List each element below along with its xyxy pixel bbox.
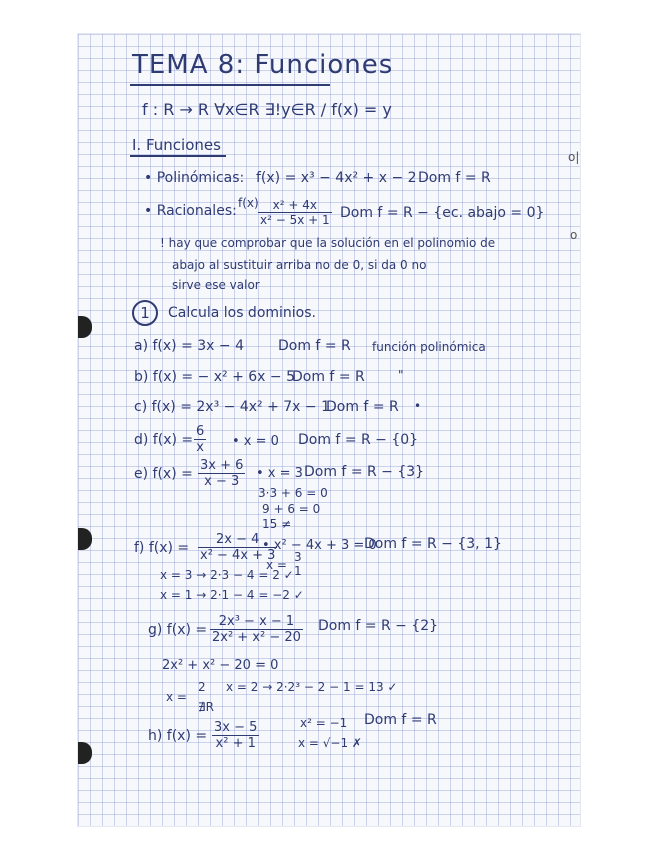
- item-e-numerator: 3x + 6: [200, 458, 244, 473]
- item-e-work: 9 + 6 = 0: [262, 502, 321, 516]
- item-e-condition: • x = 3: [256, 466, 303, 481]
- item-f-roots-label: x =: [266, 558, 287, 572]
- item-f-condition: • x² − 4x + 3 = 0: [262, 538, 377, 553]
- title-underline: [130, 84, 330, 86]
- item-g-equation: 2x² + x² − 20 = 0: [162, 658, 279, 673]
- item-f-check: x = 1 → 2·1 − 4 = −2 ✓: [160, 588, 304, 602]
- section-heading: I. Funciones: [132, 136, 221, 154]
- item-c-domain: Dom f = R: [326, 399, 399, 415]
- item-d-fraction: [194, 424, 206, 455]
- item-h-label: h) f(x) =: [148, 728, 208, 744]
- item-h-fraction: [212, 720, 259, 751]
- function-definition: f : R → R ∀x∈R ∃!y∈R / f(x) = y: [142, 100, 392, 119]
- item-d-label: d) f(x) =: [134, 432, 194, 448]
- item-f-check: x = 3 → 2·3 − 4 = 2 ✓: [160, 568, 294, 582]
- margin-mark: o|: [568, 150, 580, 164]
- racionales-numerator: x² + 4x: [258, 198, 332, 213]
- item-f-label: f) f(x) =: [134, 540, 190, 556]
- item-f-root: 3: [294, 550, 302, 564]
- item-a-domain: Dom f = R: [278, 338, 351, 354]
- item-c-note: •: [414, 399, 422, 413]
- item-g-domain: Dom f = R − {2}: [318, 618, 439, 634]
- exercise-number: 1: [132, 300, 158, 326]
- item-f-denominator: x² − 4x + 3: [200, 548, 276, 563]
- item-h-work: x = √−1 ✗: [298, 736, 362, 750]
- note-line: ! hay que comprobar que la solución en el polinomio de: [160, 236, 496, 250]
- polinomicas-expression: f(x) = x³ − 4x² + x − 2: [256, 170, 417, 186]
- polinomicas-label: • Polinómicas:: [144, 170, 245, 186]
- item-f-root: 1: [294, 564, 302, 578]
- page-title: TEMA 8: Funciones: [132, 50, 394, 80]
- item-b-note: ": [398, 368, 404, 382]
- item-a-expression: a) f(x) = 3x − 4: [134, 338, 244, 354]
- item-g-label: g) f(x) =: [148, 622, 208, 638]
- item-g-fraction: [210, 614, 303, 645]
- item-h-domain: Dom f = R: [364, 712, 437, 728]
- item-f-numerator: 2x − 4: [198, 532, 277, 548]
- item-a-note: función polinómica: [372, 340, 486, 354]
- racionales-label: • Racionales:: [144, 203, 237, 219]
- margin-mark: o: [570, 228, 578, 242]
- item-b-expression: b) f(x) = − x² + 6x − 5: [134, 369, 296, 385]
- item-e-work: 15 ≠: [262, 517, 292, 531]
- racionales-fraction: [258, 198, 332, 227]
- item-e-label: e) f(x) =: [134, 466, 193, 482]
- exercise-title: Calcula los dominios.: [168, 305, 316, 321]
- item-c-expression: c) f(x) = 2x³ − 4x² + 7x − 1: [134, 399, 330, 415]
- item-h-denominator: x² + 1: [215, 736, 256, 751]
- polinomicas-domain: Dom f = R: [418, 170, 491, 186]
- racionales-fx: f(x): [238, 196, 259, 210]
- item-f-domain: Dom f = R − {3, 1}: [364, 536, 502, 552]
- item-g-denominator: 2x² + x² − 20: [212, 630, 301, 645]
- item-h-numerator: 3x − 5: [214, 720, 258, 735]
- item-d-numerator: 6: [196, 424, 205, 439]
- item-g-check: x = 2 → 2·2³ − 2 − 1 = 13 ✓: [226, 680, 398, 694]
- item-e-denominator: x − 3: [204, 474, 240, 489]
- item-d-condition: • x = 0: [232, 434, 279, 449]
- item-d-domain: Dom f = R − {0}: [298, 432, 419, 448]
- item-g-numerator: 2x³ − x − 1: [210, 614, 303, 630]
- item-d-denominator: x: [196, 440, 204, 455]
- section-underline: [130, 155, 226, 157]
- item-g-root: 2: [198, 680, 206, 694]
- note-line: abajo al sustituir arriba no de 0, si da 0 no: [172, 258, 427, 272]
- item-e-work: 3·3 + 6 = 0: [258, 486, 328, 500]
- racionales-domain: Dom f = R − {ec. abajo = 0}: [340, 205, 545, 221]
- note-line: sirve ese valor: [172, 278, 260, 292]
- item-e-domain: Dom f = R − {3}: [304, 464, 425, 480]
- item-h-work: x² = −1: [300, 716, 348, 730]
- item-g-root: ∄R: [198, 700, 214, 714]
- item-b-domain: Dom f = R: [292, 369, 365, 385]
- item-e-fraction: [198, 458, 245, 489]
- racionales-denominator: x² − 5x + 1: [260, 213, 330, 227]
- item-g-roots-label: x =: [166, 690, 187, 704]
